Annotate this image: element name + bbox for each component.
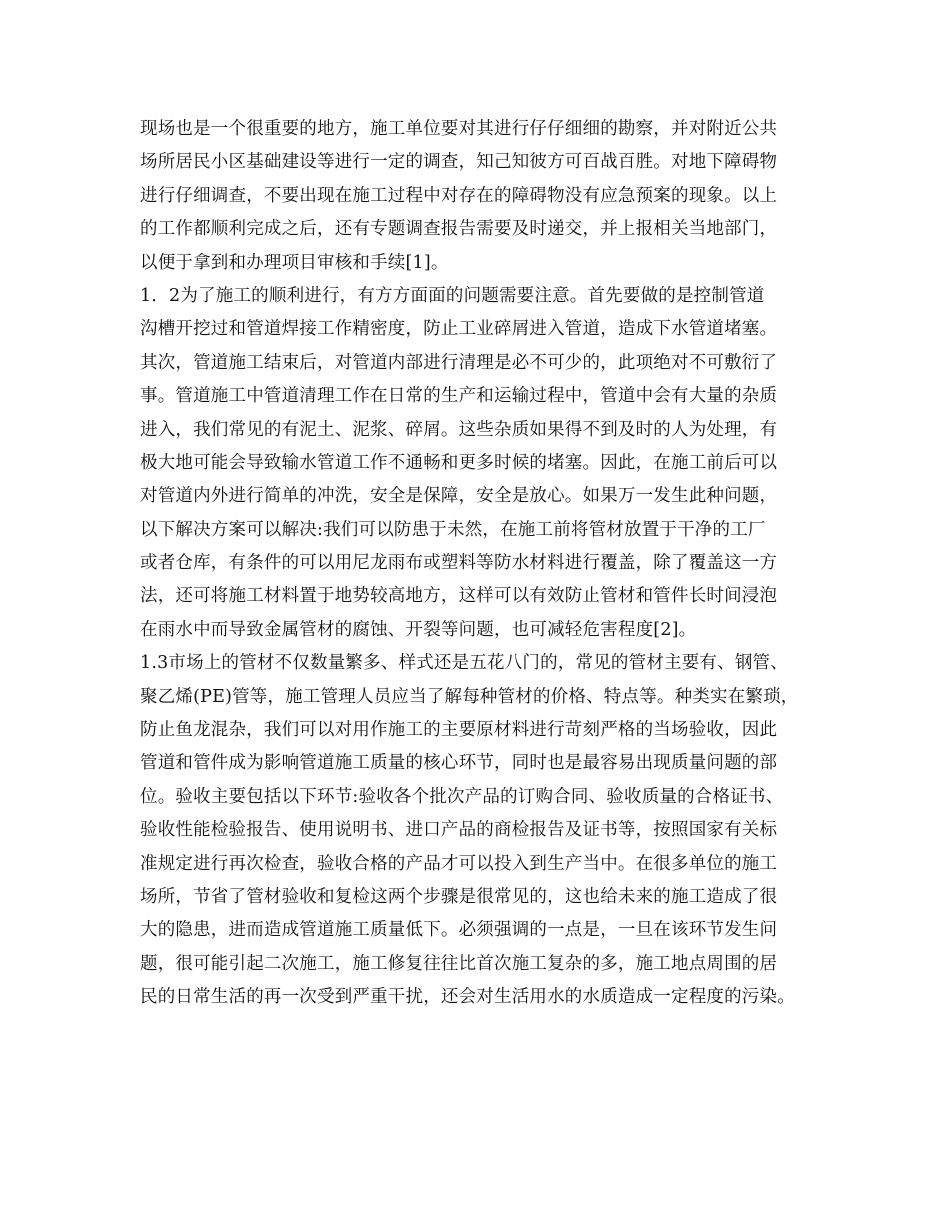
text-line: 其次，管道施工结束后，对管道内部进行清理是必不可少的，此项绝对不可敷衍了	[140, 352, 778, 373]
text-line: 在雨水中而导致金属管材的腐蚀、开裂等问题，也可减轻危害程度[2]。	[140, 619, 697, 640]
text-line: 题，很可能引起二次施工，施工修复往往比首次施工复杂的多，施工地点周围的居	[140, 953, 778, 974]
text-line: 场所居民小区基础建设等进行一定的调查，知己知彼方可百战百胜。对地下障碍物	[140, 152, 778, 173]
text-line: 民的日常生活的再一次受到严重干扰，还会对生活用水的水质造成一定程度的污染。	[140, 987, 795, 1008]
text-line: 场所，节省了管材验收和复检这两个步骤是很常见的，这也给未来的施工造成了很	[140, 886, 778, 907]
body-text	[140, 113, 830, 1015]
text-line: 法，还可将施工材料置于地势较高地方，这样可以有效防止管材和管件长时间浸泡	[140, 586, 778, 607]
text-line: 沟槽开挖过和管道焊接工作精密度，防止工业碎屑进入管道，造成下水管道堵塞。	[140, 319, 778, 340]
text-line: 现场也是一个很重要的地方，施工单位要对其进行仔仔细细的勘察，并对附近公共	[140, 119, 778, 139]
text-line: 进入，我们常见的有泥土、泥浆、碎屑。这些杂质如果得不到及时的人为处理，有	[140, 419, 778, 440]
text-line: 防止鱼龙混杂，我们可以对用作施工的主要原材料进行苛刻严格的当场验收，因此	[140, 720, 778, 741]
text-line: 对管道内外进行简单的冲洗，安全是保障，安全是放心。如果万一发生此种问题，	[140, 486, 778, 507]
text-line: 以下解决方案可以解决:我们可以防患于未然，在施工前将管材放置于干净的工厂	[140, 519, 766, 540]
text-line: 准规定进行再次检查，验收合格的产品才可以投入到生产当中。在很多单位的施工	[140, 853, 778, 874]
text-line: 位。验收主要包括以下环节:验收各个批次产品的订购合同、验收质量的合格证书、	[140, 786, 784, 807]
text-line: 管道和管件成为影响管道施工质量的核心环节，同时也是最容易出现质量问题的部	[140, 753, 778, 774]
section-1-2-start: 1．2为了施工的顺利进行，有方方面面的问题需要注意。首先要做的是控制管道	[140, 285, 765, 306]
text-line: 验收性能检验报告、使用说明书、进口产品的商检报告及证书等，按照国家有关标	[140, 820, 778, 841]
text-line: 大的隐患，进而造成管道施工质量低下。必须强调的一点是，一旦在该环节发生问	[140, 920, 778, 941]
text-line: 事。管道施工中管道清理工作在日常的生产和运输过程中，管道中会有大量的杂质	[140, 386, 778, 407]
text-line: 聚乙烯(PE)管等，施工管理人员应当了解每种管材的价格、特点等。种类实在繁琐，	[140, 686, 799, 707]
text-line: 进行仔细调查，不要出现在施工过程中对存在的障碍物没有应急预案的现象。以上	[140, 185, 778, 206]
text-line: 极大地可能会导致输水管道工作不通畅和更多时候的堵塞。因此，在施工前后可以	[140, 452, 778, 473]
text-line: 以便于拿到和办理项目审核和手续[1]。	[140, 252, 449, 273]
text-line: 或者仓库，有条件的可以用尼龙雨布或塑料等防水材料进行覆盖，除了覆盖这一方	[140, 553, 778, 574]
text-line: 的工作都顺利完成之后，还有专题调查报告需要及时递交，并上报相关当地部门，	[140, 219, 778, 240]
section-1-3-start: 1.3市场上的管材不仅数量繁多、样式还是五花八门的，常见的管材主要有、钢管、	[140, 653, 788, 674]
